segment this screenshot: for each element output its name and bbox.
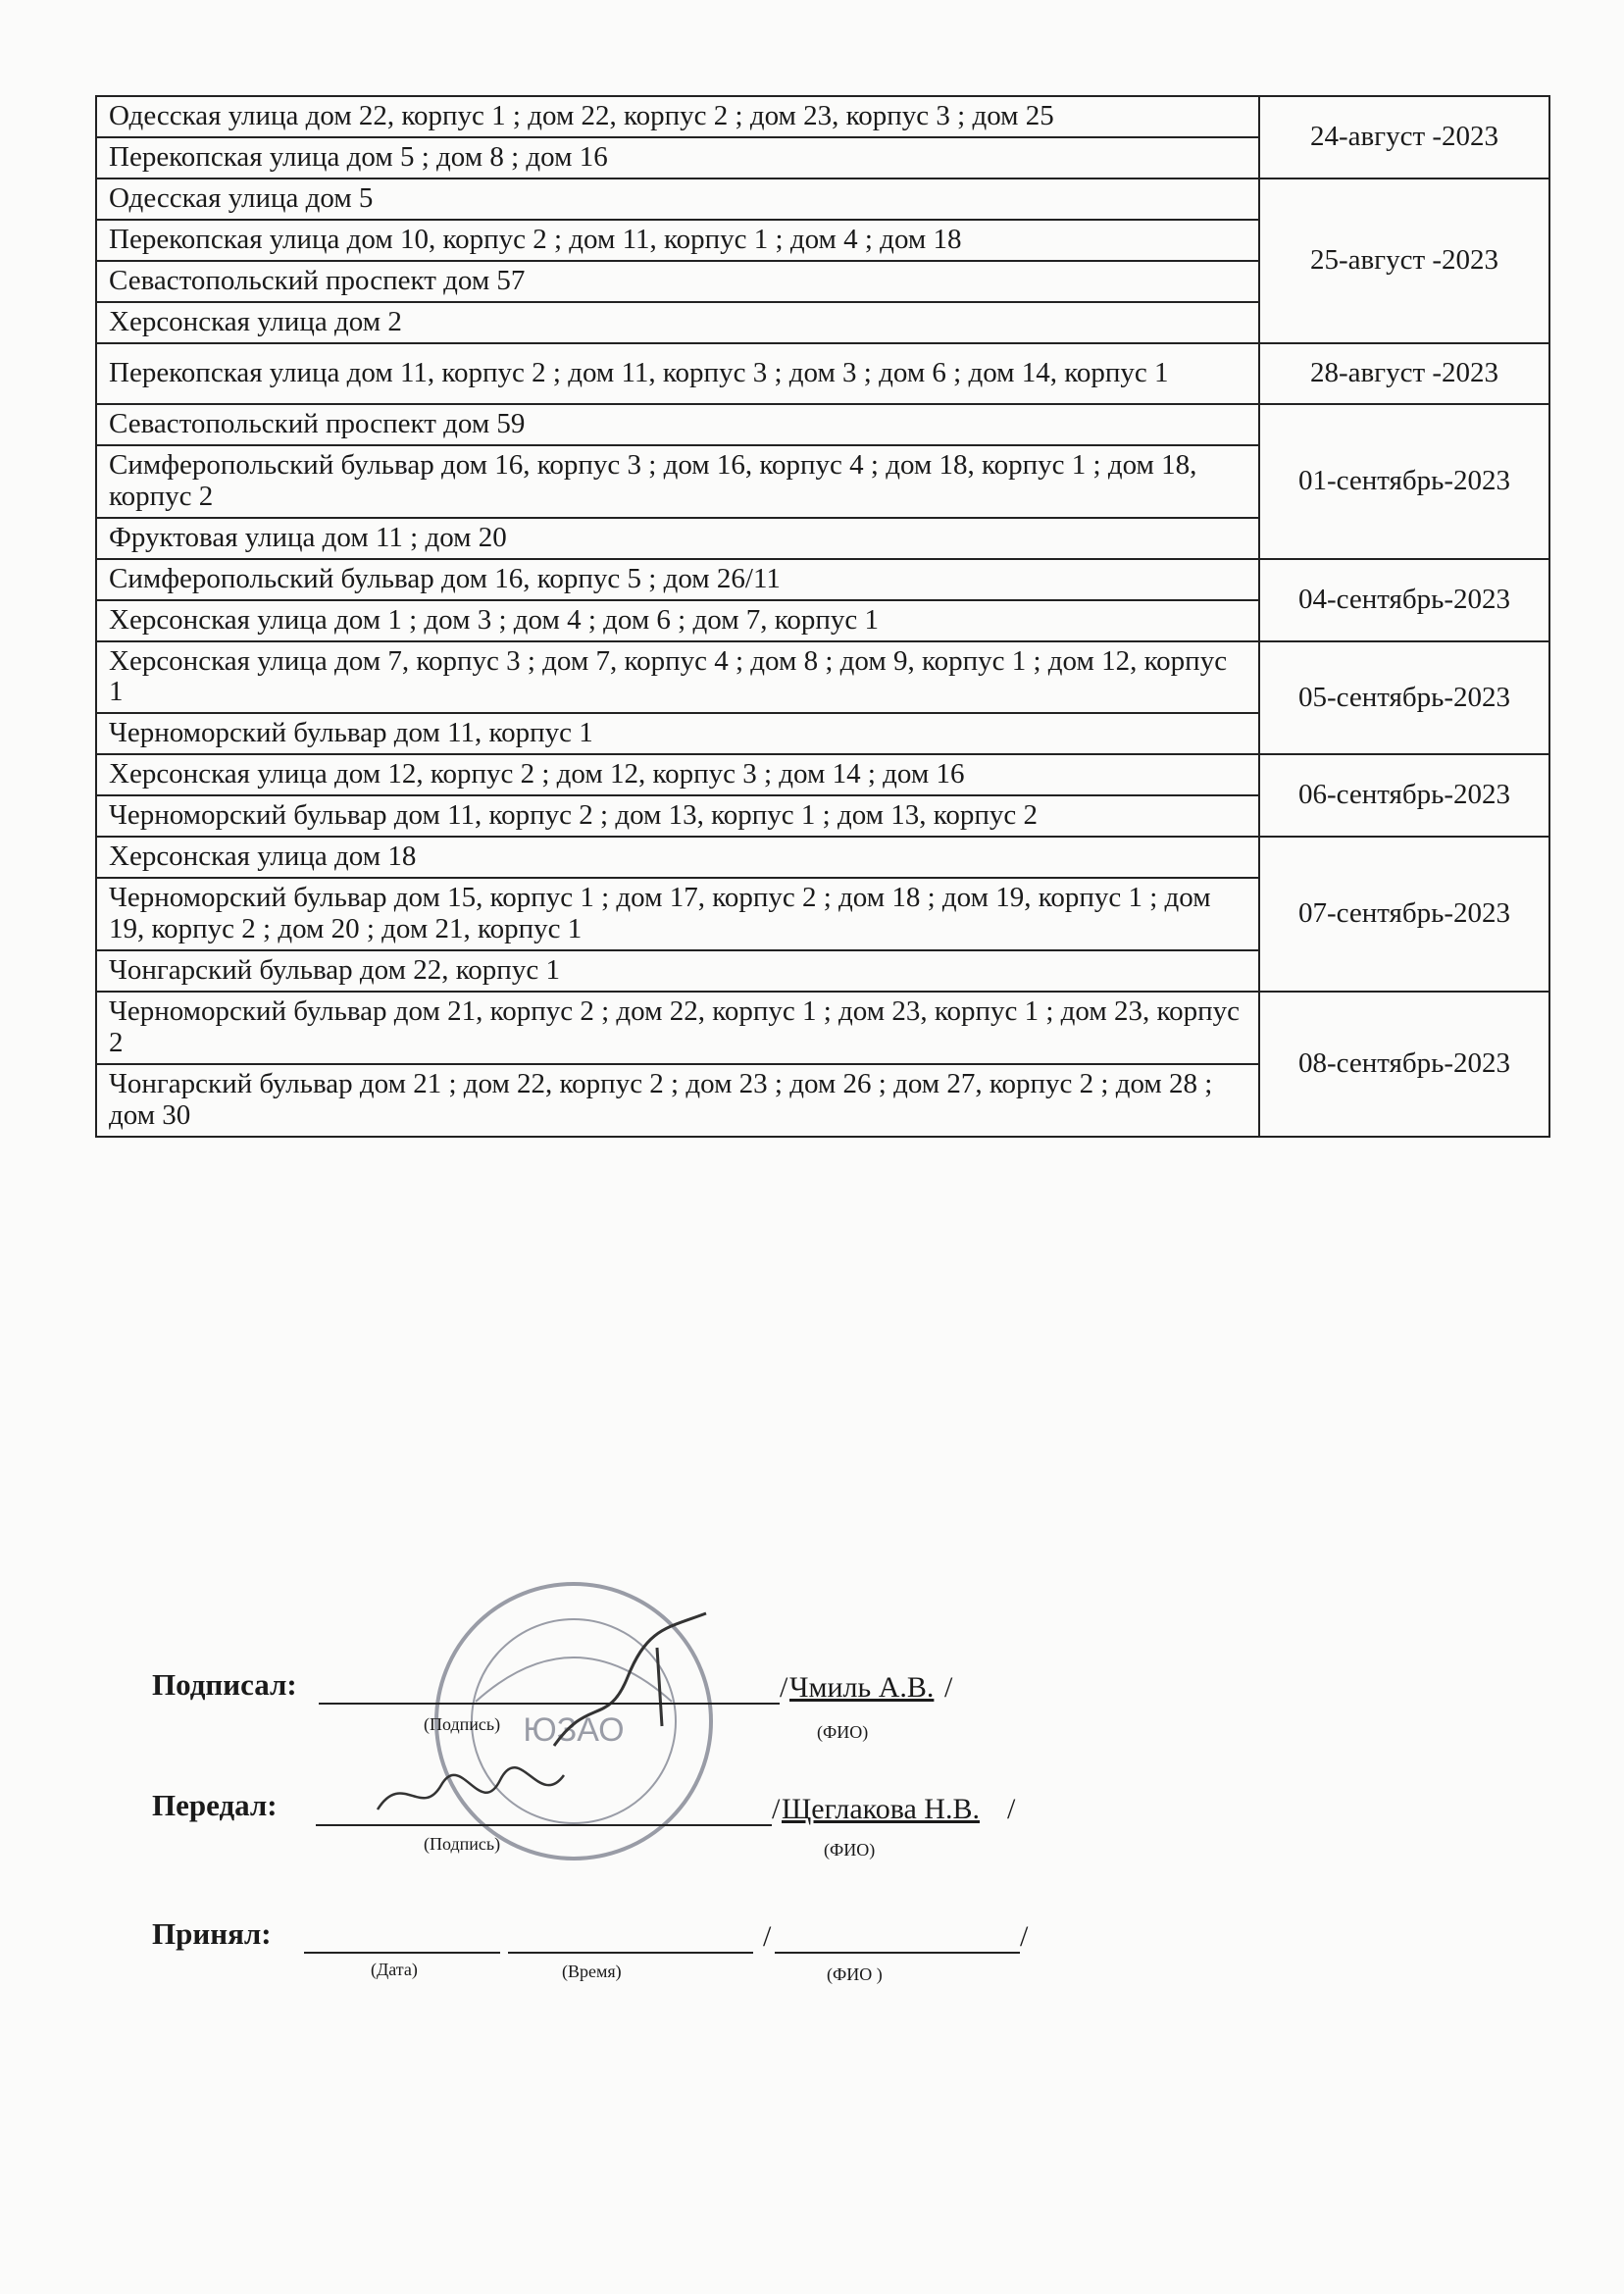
table-row [96,178,1549,220]
passed-label: Передал: [152,1788,278,1822]
date-cell: 07-сентябрь-2023 [1259,837,1549,992]
accepted-time-line [508,1952,753,1954]
accepted-date-line [304,1952,500,1954]
date-cell: 01-сентябрь-2023 [1259,404,1549,559]
accepted-slash-close: / [1020,1920,1029,1953]
address-cell: Фруктовая улица дом 11 ; дом 20 [96,518,1259,559]
address-cell: Одесская улица дом 22, корпус 1 ; дом 22, корпус 2 ; дом 23, корпус 3 ; дом 25 [96,96,1259,137]
passed-signature-caption: (Подпись) [424,1834,501,1854]
accepted-name-caption: (ФИО ) [827,1964,883,1984]
accepted-date-caption: (Дата) [371,1960,418,1979]
passed-signature-line [316,1824,772,1826]
address-cell: Херсонская улица дом 2 [96,302,1259,343]
address-cell: Симферопольский бульвар дом 16, корпус 3 ; дом 16, корпус 4 ; дом 18, корпус 1 ; дом 18, корпус 2 [96,445,1259,518]
table-row [96,96,1549,137]
accepted-label: Принял: [152,1916,272,1951]
address-cell: Черноморский бульвар дом 11, корпус 1 [96,713,1259,754]
address-cell: Чонгарский бульвар дом 22, корпус 1 [96,950,1259,992]
schedule-table [95,95,1550,1138]
signed-label: Подписал: [152,1667,297,1702]
passed-slash-close: / [1007,1793,1016,1825]
table-row [96,404,1549,445]
accepted-slash-open: / [763,1920,772,1953]
schedule-body [96,96,1549,1137]
date-cell: 08-сентябрь-2023 [1259,992,1549,1137]
address-cell: Херсонская улица дом 7, корпус 3 ; дом 7, корпус 4 ; дом 8 ; дом 9, корпус 1 ; дом 12, корпус 1 [96,641,1259,714]
date-cell: 04-сентябрь-2023 [1259,559,1549,641]
signed-slash-open: / [780,1671,788,1704]
passed-name: Щеглакова Н.В. [782,1793,980,1825]
date-cell: 25-август -2023 [1259,178,1549,343]
signed-name-caption: (ФИО) [817,1722,869,1742]
address-cell: Херсонская улица дом 12, корпус 2 ; дом 12, корпус 3 ; дом 14 ; дом 16 [96,754,1259,795]
accepted-time-caption: (Время) [562,1962,622,1981]
passed-name-caption: (ФИО) [824,1840,876,1860]
address-cell: Черноморский бульвар дом 11, корпус 2 ; дом 13, корпус 1 ; дом 13, корпус 2 [96,795,1259,837]
address-cell: Херсонская улица дом 18 [96,837,1259,878]
date-cell: 24-август -2023 [1259,96,1549,178]
signature-scribble-2 [373,1760,569,1829]
address-cell: Херсонская улица дом 1 ; дом 3 ; дом 4 ; дом 6 ; дом 7, корпус 1 [96,600,1259,641]
address-cell: Севастопольский проспект дом 57 [96,261,1259,302]
signature-scribble-1 [549,1608,716,1756]
table-row [96,559,1549,600]
signed-signature-line [319,1703,780,1705]
date-cell: 05-сентябрь-2023 [1259,641,1549,755]
table-row [96,754,1549,795]
address-cell: Севастопольский проспект дом 59 [96,404,1259,445]
table-row [96,343,1549,404]
address-cell: Перекопская улица дом 10, корпус 2 ; дом 11, корпус 1 ; дом 4 ; дом 18 [96,220,1259,261]
table-row [96,641,1549,714]
address-cell: Одесская улица дом 5 [96,178,1259,220]
signed-signature-caption: (Подпись) [424,1714,501,1734]
table-row [96,837,1549,878]
address-cell: Чонгарский бульвар дом 21 ; дом 22, корпус 2 ; дом 23 ; дом 26 ; дом 27, корпус 2 ; дом 28 ; дом 30 [96,1064,1259,1137]
address-cell: Черноморский бульвар дом 21, корпус 2 ; дом 22, корпус 1 ; дом 23, корпус 1 ; дом 23, корпус 2 [96,992,1259,1064]
table-row [96,992,1549,1064]
signed-name: Чмиль А.В. [789,1671,935,1704]
stamp-text: ЮЗАО [523,1711,625,1749]
address-cell: Черноморский бульвар дом 15, корпус 1 ; дом 17, корпус 2 ; дом 18 ; дом 19, корпус 1 ; дом 19, корпус 2 ; дом 20 ; дом 21, корпус 1 [96,878,1259,950]
date-cell: 28-август -2023 [1259,343,1549,404]
signed-slash-close: / [944,1671,953,1704]
address-cell: Перекопская улица дом 11, корпус 2 ; дом 11, корпус 3 ; дом 3 ; дом 6 ; дом 14, корпус 1 [96,343,1259,404]
accepted-name-line [775,1952,1020,1954]
passed-slash-open: / [772,1793,781,1825]
address-cell: Перекопская улица дом 5 ; дом 8 ; дом 16 [96,137,1259,178]
date-cell: 06-сентябрь-2023 [1259,754,1549,837]
address-cell: Симферопольский бульвар дом 16, корпус 5 ; дом 26/11 [96,559,1259,600]
